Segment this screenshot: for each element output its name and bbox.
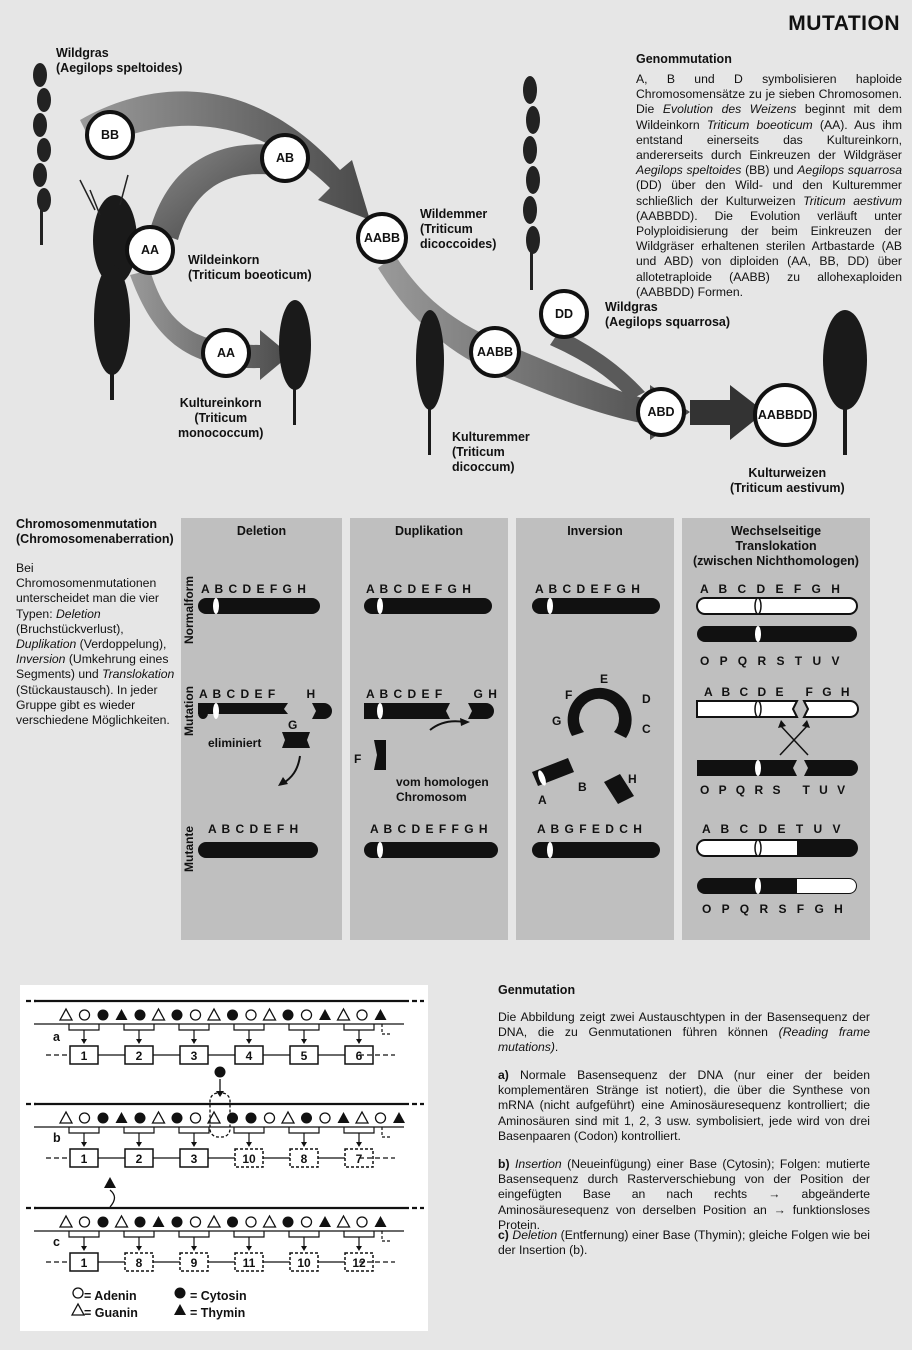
duplikation-mutant-chromosome <box>364 842 498 858</box>
duplikation-normal-chromosome <box>364 598 492 614</box>
base-symbol <box>376 1113 386 1123</box>
base-symbol <box>135 1113 146 1124</box>
chromosome-paragraph: Bei Chromosomenmutationen unterscheidet man die vier Typen: Deletion (Bruchstückverlust), Duplikation (Verdoppelung), Inversion (Umkehrung eines Segments) und Translokation (Stückaustausch). In jeder Gruppe gibt es wieder verschiedene Möglichkeiten. <box>16 561 175 728</box>
inversion-arc-d: D <box>642 692 652 706</box>
base-symbol <box>135 1217 146 1228</box>
wheat-dicoccum <box>416 310 444 455</box>
base-symbol <box>283 1217 294 1228</box>
base-symbol <box>319 1009 331 1020</box>
base-symbol <box>172 1010 183 1021</box>
base-symbol <box>302 1217 312 1227</box>
codon-number: 11 <box>242 1256 256 1270</box>
legend-cytosin-symbol <box>175 1288 186 1299</box>
gene-paragraph-b: b) Insertion (Neueinfügung) einer Base (Cytosin); Folgen: mutierte Basensequenz durch Rasterverschiebung von der Position der eingefügten Base an nach rechts → abgeänderte Aminosäuresequenz von derselben Position an → funktionsloses Protein. <box>498 1157 870 1232</box>
base-symbol <box>80 1113 90 1123</box>
codon-number: 1 <box>80 1256 88 1270</box>
duplikation-gh-fragment <box>468 703 494 719</box>
legend-guanin: = Guanin <box>84 1306 138 1320</box>
duplikation-note: vom homologen Chromosom <box>396 775 489 804</box>
transloc-normal-top-chromosome <box>697 598 857 614</box>
base-symbol <box>153 1112 165 1123</box>
gene-row-label-a: a <box>53 1030 60 1044</box>
inversion-title: Inversion <box>567 524 623 538</box>
base-symbol <box>320 1113 330 1123</box>
base-symbol <box>153 1216 165 1227</box>
wheat-squarrosa <box>523 76 540 290</box>
base-symbol <box>301 1113 312 1124</box>
deletion-title: Deletion <box>236 524 287 538</box>
base-symbol <box>60 1112 72 1123</box>
base-symbol <box>135 1010 146 1021</box>
duplikation-fragment-letter: F <box>354 752 363 766</box>
translokation-title: Wechselseitige Translokation (zwischen Nichthomologen) <box>693 524 859 568</box>
genome-heading: Genommutation <box>636 52 732 66</box>
base-symbol <box>80 1217 90 1227</box>
base-symbol <box>153 1009 165 1020</box>
deletion-mutation-chromosome <box>198 703 288 714</box>
inversion-h-fragment <box>604 774 634 804</box>
base-symbol <box>375 1009 387 1020</box>
deletion-mutant-letters: A B C D E F H <box>208 822 300 836</box>
node-aabb-kultur-label: AABB <box>476 345 514 359</box>
base-symbol <box>282 1112 294 1123</box>
duplikation-mutation-chromosome <box>364 703 450 719</box>
codon-number: 4 <box>245 1049 253 1063</box>
base-symbol <box>98 1217 109 1228</box>
legend-guanin-symbol <box>72 1304 84 1315</box>
node-aa-wild-label: AA <box>140 243 160 257</box>
codon-number: 10 <box>297 1256 311 1270</box>
gene-row-label-c: c <box>53 1235 60 1249</box>
genome-paragraph: A, B und D symbolisieren haploide Chromosomensätze zu je sieben Chromosomen. Die Evolution des Weizens beginnt mit dem Wildeinkorn Triticum boeoticum (AA). Aus ihm entstand einerseits das Kultureinkorn, andererseits durch Einkreuzen der Wildgräser Aegilops speltoides (BB) und Aegilops squarrosa (DD) über den Wild- und den Kulturemmer schließlich der Kulturweizen Triticum aestivum (AABBDD). Die Evolution verläuft unter Polyploidisierung der beim Einkreuzen der Wildgräser erhaltenen sterilen Artbastarde (AB und ABD) von diploiden (AA, BB, DD) über allotetraploide (AABB) zu allohexaploiden (AABBDD) Formen. <box>636 72 902 299</box>
genmutation-diagram <box>20 985 428 1331</box>
label-wildgras-speltoides: Wildgras (Aegilops speltoides) <box>56 46 183 75</box>
transloc-mut-top: A B C D E F G H <box>704 685 853 699</box>
inversion-arc-c: C <box>642 722 652 736</box>
node-ab-label: AB <box>275 151 295 165</box>
codon-number: 2 <box>135 1049 143 1063</box>
base-symbol <box>227 1010 238 1021</box>
codon-number: 12 <box>352 1256 366 1270</box>
codon-number: 5 <box>300 1049 308 1063</box>
inversion-arc-a: A <box>538 793 548 807</box>
legend-thymin-symbol <box>174 1304 186 1315</box>
base-symbol <box>356 1112 368 1123</box>
codon-number: 1 <box>80 1049 88 1063</box>
base-symbol <box>80 1010 90 1020</box>
codon-number: 1 <box>80 1152 88 1166</box>
base-symbol <box>116 1112 128 1123</box>
transloc-mutant-bottom: O P Q R S F G H <box>702 902 847 916</box>
label-kulturweizen: Kulturweizen (Triticum aestivum) <box>730 466 845 495</box>
node-dd-label: DD <box>554 307 574 321</box>
base-symbol <box>208 1216 220 1227</box>
base-symbol <box>60 1009 72 1020</box>
row-label-mutation: Mutation <box>182 686 196 736</box>
deleted-thymin <box>104 1177 116 1188</box>
base-symbol <box>208 1009 220 1020</box>
duplikation-mutation-letters: A B C D E F G H <box>366 687 498 701</box>
inserted-cytosin <box>215 1067 226 1078</box>
base-symbol <box>393 1112 405 1123</box>
base-symbol <box>319 1216 331 1227</box>
wheat-speltoides <box>33 63 51 245</box>
inversion-arc-g: G <box>552 714 563 728</box>
base-symbol <box>375 1216 387 1227</box>
transloc-normal-bottom-chromosome <box>697 626 857 642</box>
base-symbol <box>338 1216 350 1227</box>
base-symbol <box>172 1113 183 1124</box>
deletion-normal-letters: A B C D E F G H <box>201 582 307 596</box>
transloc-normal-top: A B C D E F G H <box>700 582 844 596</box>
deletion-g-fragment <box>282 732 310 748</box>
base-symbol <box>264 1216 276 1227</box>
label-wildgras-squarrosa: Wildgras (Aegilops squarrosa) <box>605 300 731 329</box>
codon-number: 8 <box>300 1152 308 1166</box>
duplikation-normal-letters: A B C D E F G H <box>366 582 472 596</box>
codon-number: 2 <box>135 1152 143 1166</box>
node-aa-kultur-label: AA <box>216 346 236 360</box>
base-symbol <box>227 1217 238 1228</box>
base-symbol <box>246 1217 256 1227</box>
base-symbol <box>357 1217 367 1227</box>
base-symbol <box>265 1113 275 1123</box>
transloc-normal-bottom: O P Q R S T U V <box>700 654 843 668</box>
label-wildeinkorn: Wildeinkorn (Triticum boeoticum) <box>188 253 312 282</box>
gene-paragraph-c: c) Deletion (Entfernung) einer Base (Thymin); gleiche Folgen wie bei der Insertion (b). <box>498 1228 870 1258</box>
inversion-arc-f: F <box>565 688 574 702</box>
node-aabbdd-label: AABBDD <box>757 408 813 422</box>
codon-number: 8 <box>135 1256 143 1270</box>
legend-adenin: = Adenin <box>84 1289 137 1303</box>
codon-number: 10 <box>242 1152 256 1166</box>
inversion-normal-letters: A B C D E F G H <box>535 582 641 596</box>
base-symbol <box>357 1010 367 1020</box>
transloc-mut-bottom-chromosome <box>697 760 797 776</box>
wheat-boeoticum <box>80 175 137 400</box>
base-symbol <box>338 1009 350 1020</box>
base-symbol <box>283 1010 294 1021</box>
deletion-fragment-letter: G <box>288 718 299 732</box>
base-symbol <box>191 1217 201 1227</box>
gene-heading: Genmutation <box>498 983 576 997</box>
label-wildemmer: Wildemmer (Triticum dicoccoides) <box>420 207 497 251</box>
base-symbol <box>172 1217 183 1228</box>
base-symbol <box>191 1010 201 1020</box>
inversion-arc-b: B <box>578 780 588 794</box>
base-symbol <box>116 1216 128 1227</box>
legend-thymin: = Thymin <box>190 1306 246 1320</box>
node-aabb-wild-label: AABB <box>363 231 401 245</box>
gene-intro: Die Abbildung zeigt zwei Austauschtypen in der Basensequenz der DNA, die zu Genmutationen führen können (Reading frame mutations). <box>498 1010 871 1055</box>
base-symbol <box>60 1216 72 1227</box>
base-symbol <box>246 1010 256 1020</box>
codon-number: 6 <box>355 1049 363 1063</box>
base-symbol <box>302 1010 312 1020</box>
codon-number: 3 <box>190 1152 198 1166</box>
arrow-aa-ab <box>150 144 275 240</box>
gene-paragraph-a: a) Normale Basensequenz der DNA (nur einer der beiden komplementären Stränge ist notiert), die über die Synthese von mRNA (nicht aufgeführt) eine Aminosäuresequenz kontrolliert; die Aminosäuren sind mit 1, 2, 3 usw. symbolisiert, jede wird von drei Basenpaaren (Codon) kontrolliert. <box>498 1068 870 1143</box>
node-bb-label: BB <box>100 128 120 142</box>
deletion-mutation-letters: A B C D E F H <box>199 687 317 701</box>
label-kultureinkorn: Kultureinkorn (Triticum monococcum) <box>178 396 264 440</box>
legend-adenin-symbol <box>73 1288 83 1298</box>
base-symbol <box>264 1009 276 1020</box>
base-symbol <box>191 1113 201 1123</box>
inversion-arc-segment <box>568 688 632 738</box>
codon-number: 9 <box>190 1256 198 1270</box>
base-symbol <box>227 1113 238 1124</box>
base-symbol <box>116 1009 128 1020</box>
deletion-mutant-chromosome <box>198 842 318 858</box>
wheat-monococcum <box>279 300 311 425</box>
transloc-mut-top-chromosome <box>697 701 797 717</box>
node-abd-label: ABD <box>647 405 675 419</box>
duplikation-title: Duplikation <box>394 524 464 538</box>
inversion-arc-h: H <box>628 772 638 786</box>
inversion-arc-e: E <box>600 672 610 686</box>
page-title: MUTATION <box>788 12 900 35</box>
deletion-h-fragment <box>312 703 332 719</box>
label-kulturemmer: Kulturemmer (Triticum dicoccum) <box>452 430 530 474</box>
base-symbol <box>246 1113 257 1124</box>
duplikation-mutant-letters: A B C D E F F G H <box>370 822 489 836</box>
inversion-mutant-letters: A B G F E D C H <box>537 822 643 836</box>
codon-number: 3 <box>190 1049 198 1063</box>
legend-cytosin: = Cytosin <box>190 1289 247 1303</box>
base-symbol <box>98 1010 109 1021</box>
chromosome-heading: Chromosomenmutation (Chromosomenaberration) <box>16 517 174 546</box>
transloc-mut-bottom: O P Q R S T U V <box>700 783 849 797</box>
base-symbol <box>98 1113 109 1124</box>
chromosome-graphics <box>0 560 912 940</box>
transloc-mutant-top: A B C D E T U V <box>702 822 845 836</box>
row-label-normalform: Normalform <box>182 575 196 644</box>
wheat-aestivum <box>823 310 867 455</box>
row-label-mutante: Mutante <box>182 826 196 872</box>
duplikation-f-fragment <box>374 740 386 770</box>
deletion-note: eliminiert <box>208 736 262 750</box>
gene-row-label-b: b <box>53 1131 61 1145</box>
codon-number: 7 <box>355 1152 363 1166</box>
base-symbol <box>338 1112 350 1123</box>
